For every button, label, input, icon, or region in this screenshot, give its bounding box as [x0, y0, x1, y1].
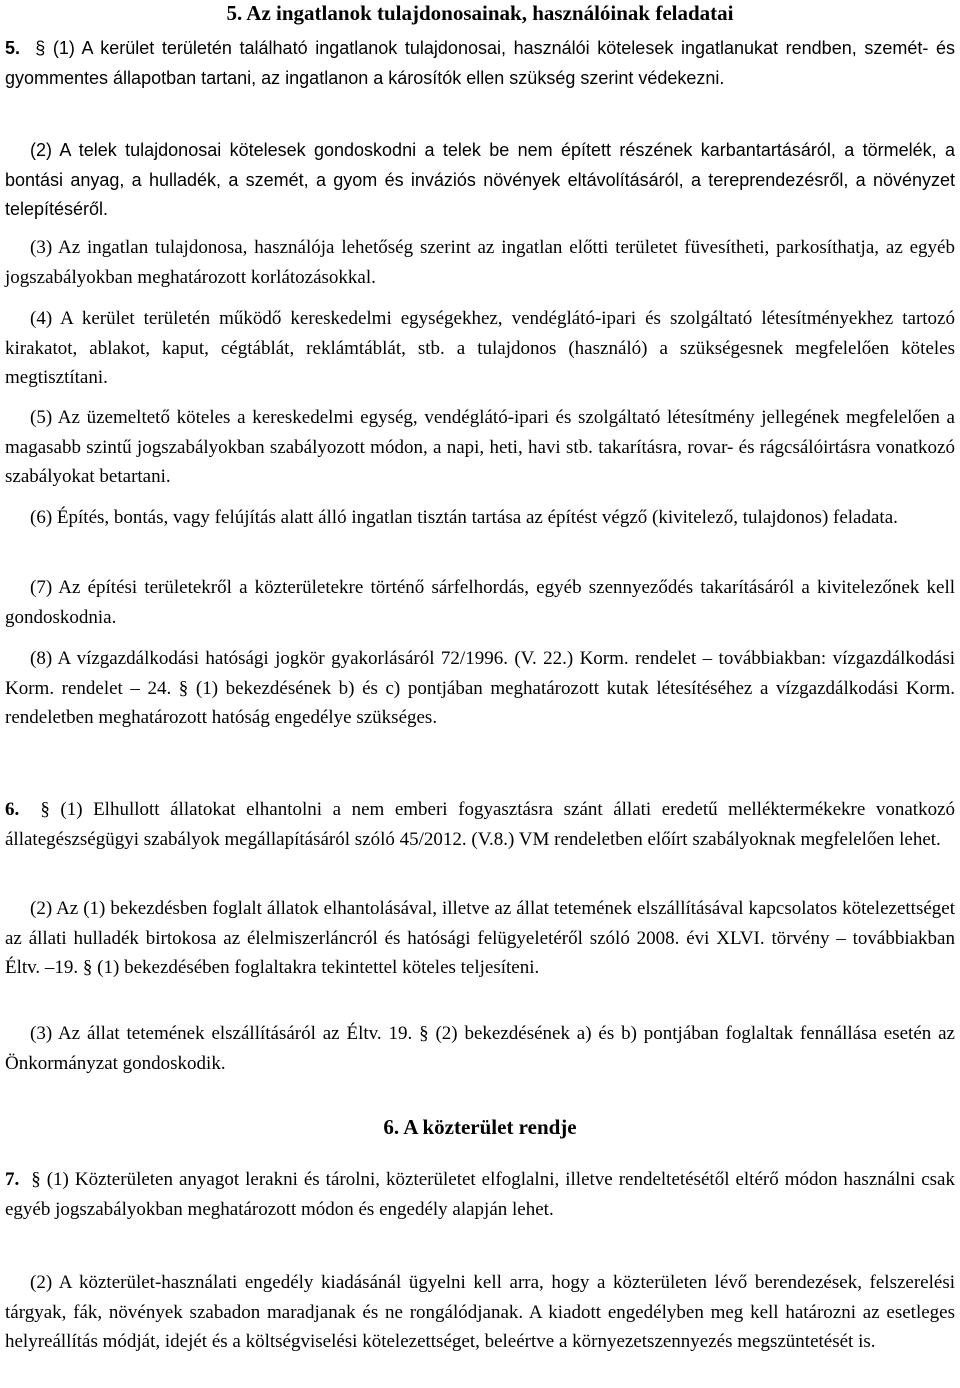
paragraph-5-6: (6) Építés, bontás, vagy felújítás alatt álló ingatlan tisztán tartása az építést végző (kivitelező, tulajdonos) feladata.: [30, 507, 898, 528]
paragraph-5-4: (4) A kerület területén működő kereskedelmi egységekhez, vendéglátó-ipari és szolgáltató létesítményekhez tartozó kirakatot, ablakot, kaput, cégtáblát, reklámtáblát, stb. a tulajdonos (használó) a szükségesnek megfelelően köteles megtisztítani.: [5, 308, 955, 388]
section-heading-5: 5. Az ingatlanok tulajdonosainak, használóinak feladatai: [226, 1, 734, 25]
paragraph-text: § (1) Elhullott állatokat elhantolni a nem emberi fogyasztásra szánt állati eredetű melléktermékekre vonatkozó állategészségügyi szabályok megállapításáról szóló 45/2012. (V.8.) VM rendeletben előírt szabályoknak megfelelően lehet.: [5, 799, 956, 850]
section-number: 6.: [5, 799, 20, 820]
paragraph-5-8: (8) A vízgazdálkodási hatósági jogkör gyakorlásáról 72/1996. (V. 22.) Korm. rendelet – továbbiakban: vízgazdálkodási Korm. rendelet – 24. § (1) bekezdésének b) és c) pontjában meghatározott kutak létesítéséhez a vízgazdálkodási Korm. rendeletben meghatározott hatóság engedélye szükséges.: [5, 648, 955, 728]
paragraph-5-5: (5) Az üzemeltető köteles a kereskedelmi egység, vendéglátó-ipari és szolgáltató létesítmény jellegének megfelelően a magasabb szintű jogszabályokban szabályozott módon, a napi, heti, havi stb. takarításra, rovar- és rágcsálóirtásra vonatkozó szabályokat betartani.: [5, 407, 955, 487]
paragraph-5-1: [5, 34, 955, 93]
paragraph-text: § (1) A kerület területén található ingatlanok tulajdonosai, használói kötelesek ingatlanukat rendben, szemét- és gyommentes állapotban tartani, az ingatlanon a károsítók ellen szükség szerint védekezni.: [5, 38, 955, 88]
paragraph-7-2: (2) A közterület-használati engedély kiadásánál ügyelni kell arra, hogy a közterületen lévő berendezések, felszerelési tárgyak, fák, növények szabadon maradjanak és ne rongálódjanak. A kiadott engedélyben meg kell határozni az esetleges helyreállítás módját, idejét és a költségviselési kötelezettséget, beleértve a környezetszennyezés megszüntetését is.: [5, 1272, 955, 1352]
section-number: 7.: [5, 1169, 20, 1190]
paragraph-7-1: [5, 1165, 955, 1224]
section-heading-6: 6. A közterület rendje: [383, 1115, 577, 1139]
paragraph-6-1: [5, 795, 955, 854]
paragraph-6-2: (2) Az (1) bekezdésben foglalt állatok elhantolásával, illetve az állat tetemének elszállításával kapcsolatos kötelezettséget az állati hulladék birtokosa az élelmiszerláncról és hatósági felügyeletéről szóló 2008. évi XLVI. törvény – továbbiakban Éltv. –19. § (1) bekezdésében foglaltakra tekintettel köteles teljesíteni.: [5, 898, 955, 978]
paragraph-5-3: (3) Az ingatlan tulajdonosa, használója lehetőség szerint az ingatlan előtti területet füvesítheti, parkosíthatja, az egyéb jogszabályokban meghatározott korlátozásokkal.: [5, 237, 955, 288]
section-number: 5.: [5, 38, 21, 58]
paragraph-5-2: (2) A telek tulajdonosai kötelesek gondoskodni a telek be nem épített részének karbantartásáról, a törmelék, a bontási anyag, a hulladék, a szemét, a gyom és inváziós növények eltávolításáról, a tereprendezésről, a növényzet telepítéséről.: [5, 140, 955, 219]
paragraph-6-3: (3) Az állat tetemének elszállításáról az Éltv. 19. § (2) bekezdésének a) és b) pontjában foglaltak fennállása esetén az Önkormányzat gondoskodik.: [5, 1023, 955, 1074]
paragraph-text: § (1) Közterületen anyagot lerakni és tárolni, közterületet elfoglalni, illetve rendeltetésétől eltérő módon használni csak egyéb jogszabályokban meghatározott módon és engedély alapján lehet.: [5, 1169, 955, 1220]
paragraph-5-7: (7) Az építési területekről a közterületekre történő sárfelhordás, egyéb szennyeződés takarításáról a kivitelezőnek kell gondoskodnia.: [5, 577, 955, 628]
